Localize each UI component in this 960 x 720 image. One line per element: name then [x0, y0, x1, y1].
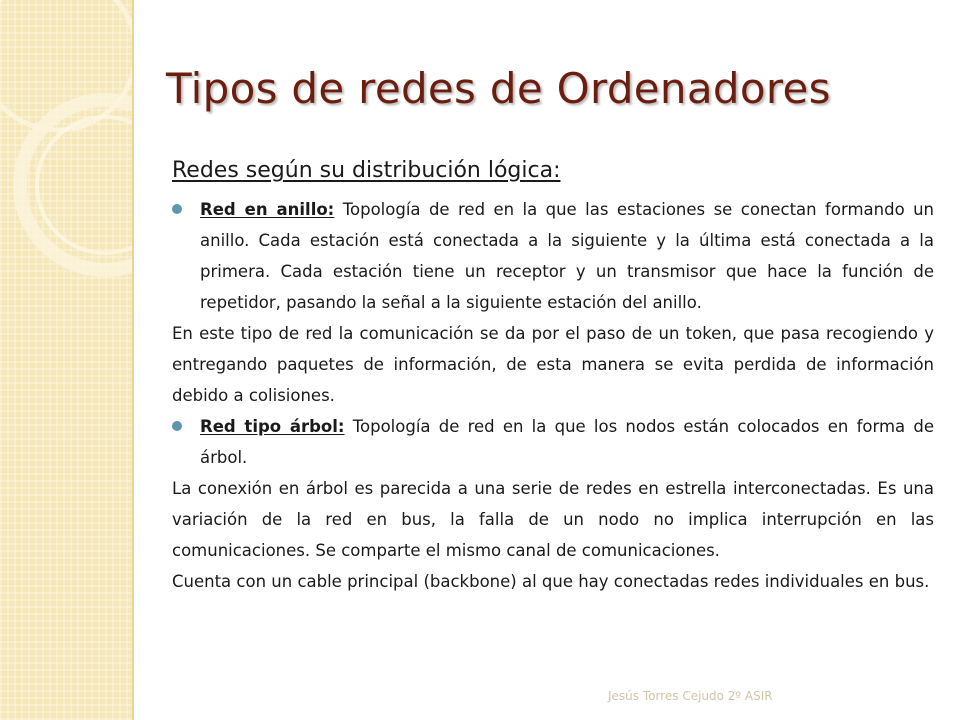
bullet-term: Red tipo árbol: [200, 417, 345, 436]
slide-subtitle: Redes según su distribución lógica: [172, 158, 561, 183]
bullet-term: Red en anillo: [200, 200, 335, 219]
slide-content [172, 194, 934, 597]
bullet-ring-network [172, 194, 934, 318]
bullet-text: Topología de red en la que las estaciones se conectan formando un anillo. Cada estación está conectada a la siguiente y la última está conectada a la primera. Cada estación tiene un receptor y un transmisor que hace la función de repetidor, pasando la señal a la siguiente estación del anillo. [200, 200, 935, 312]
bullet-tree-network [172, 411, 934, 473]
slide-footer: Jesús Torres Cejudo 2º ASIR [608, 689, 773, 703]
decorative-side-panel [0, 0, 134, 720]
bullet-text: Topología de red en la que los nodos están colocados en forma de árbol. [200, 417, 934, 467]
bullet-dot-icon [172, 204, 182, 214]
paragraph: Cuenta con un cable principal (backbone) al que hay conectadas redes individuales en bus. [172, 572, 930, 591]
bullet-dot-icon [172, 421, 182, 431]
slide-title: Tipos de redes de Ordenadores [166, 64, 831, 113]
paragraph: En este tipo de red la comunicación se da por el paso de un token, que pasa recogiendo y entregando paquetes de información, de esta manera se evita perdida de información debido a colisiones. [172, 324, 934, 405]
paragraph: La conexión en árbol es parecida a una serie de redes en estrella interconectadas. Es una variación de la red en bus, la falla de un nodo no implica interrupción en las comunicaciones. Se comparte el mismo canal de comunicaciones. [172, 479, 934, 560]
decorative-circles [0, 0, 134, 720]
